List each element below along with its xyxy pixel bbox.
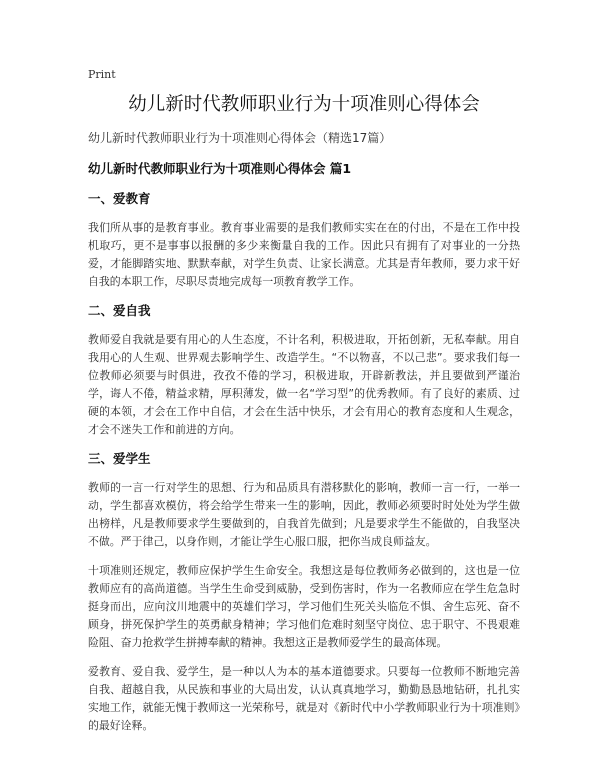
paragraph: 我们所从事的是教育事业。教育事业需要的是我们教师实实在在的付出，不是在工作中投机取巧，更不是事事以报酬的多少来衡量自我的工作。因此只有拥有了对事业的一分热爱，才能脚踏实地、默默奉献，对学生负责、让家长满意。尤其是青年教师，要力求干好自我的本职工作，尽职尽责地完成每一项教育教学工作。 — [88, 221, 520, 288]
section-love-students — [88, 450, 520, 735]
document-page — [88, 68, 520, 746]
paragraph: 十项准则还规定，教师应保护学生生命安全。我想这是每位教师务必做到的，这也是一位教师应有的高尚道德。当学生生命受到威胁，受到伤害时，作为一名教师应在学生危急时挺身而出，应向汶川地震中的英雄们学习，学习他们生死关头临危不惧、舍生忘死、奋不顾身，拼死保护学生的英勇献身精神；学习他们危难时刻坚守岗位、忠于职守、不畏艰难险阻、奋力抢救学生拼搏奉献的精神。我想这正是教师爱学生的最高体现。 — [88, 564, 520, 649]
section-love-education — [88, 190, 520, 291]
page-title: 幼儿新时代教师职业行为十项准则心得体会 — [128, 94, 480, 115]
paragraph: 教师爱自我就是要有用心的人生态度，不计名利，积极进取，开拓创新，无私奉献。用自我用心的人生观、世界观去影响学生、改造学生。“不以物喜，不以己悲”。要求我们每一位教师必须要与时俱进，孜孜不倦的学习，积极进取，开辟新教法，并且要做到严谨治学，诲人不倦，精益求精，厚积薄发，做一名“学习型”的优秀教师。有了良好的素质、过硬的本领，才会在工作中自信，才会在生活中快乐，才会有用心的教育态度和人生观念，才会不迷失工作和前进的方向。 — [88, 333, 520, 436]
paragraph: 爱教育、爱自我、爱学生，是一种以人为本的基本道德要求。只要每一位教师不断地完善自我、超越自我，从民族和事业的大局出发，认认真真地学习，勤勤恳恳地钻研，扎扎实实地工作，就能无愧于教师这一光荣称号，就是对《新时代中小学教师职业行为十项准则》的最好诠释。 — [88, 665, 520, 732]
section-heading: 一、爱教育 — [88, 191, 151, 206]
document-subtitle: 幼儿新时代教师职业行为十项准则心得体会（精选17篇） — [88, 131, 392, 145]
section-love-self — [88, 302, 520, 439]
paragraph: 教师的一言一行对学生的思想、行为和品质具有潜移默化的影响，教师一言一行，一举一动，学生都喜欢模仿，将会给学生带来一生的影响，因此，教师必须要时时处处为学生做出榜样，凡是教师要求学生要做到的，自我首先做到；凡是要求学生不能做的，自我坚决不做。严于律己，以身作则，才能让学生心服口服，把你当成良师益友。 — [88, 481, 520, 548]
section-heading: 三、爱学生 — [88, 451, 151, 466]
article-heading: 幼儿新时代教师职业行为十项准则心得体会 篇1 — [88, 161, 352, 176]
print-label: Print — [88, 68, 116, 81]
section-heading: 二、爱自我 — [88, 303, 151, 318]
